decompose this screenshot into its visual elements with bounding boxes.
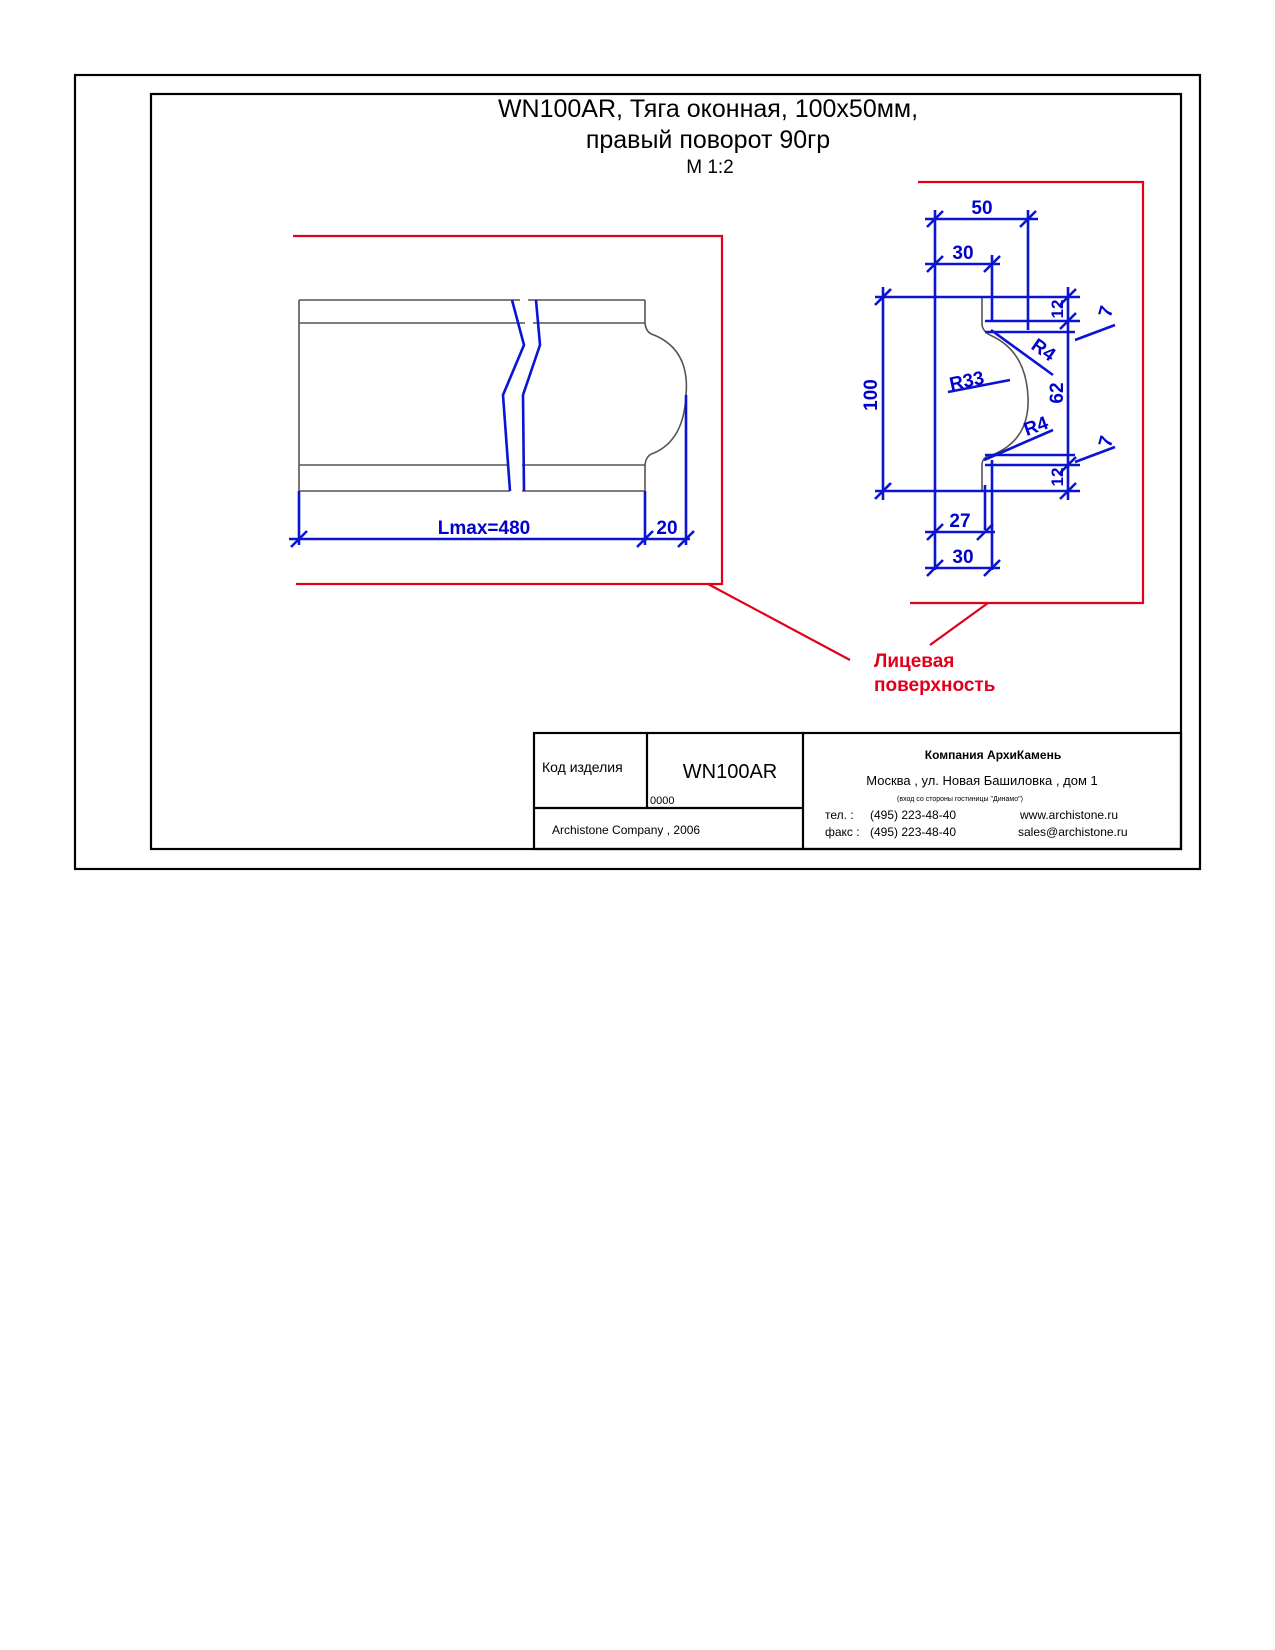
email-link[interactable]: sales@archistone.ru	[1018, 825, 1128, 839]
company-name: Компания АрхиКамень	[924, 748, 1062, 762]
break-line-right	[523, 300, 540, 491]
drawing-title-line2: правый поворот 90гр	[585, 126, 831, 154]
dim-height-bottom: 12	[1048, 467, 1067, 487]
product-code-value: WN100AR	[682, 761, 778, 783]
face-bracket-right	[910, 182, 1143, 603]
depth-dimension-label: 20	[656, 518, 678, 539]
dim-radius-top: R4	[1027, 334, 1060, 367]
face-annotation-leaders	[708, 584, 988, 660]
dim-height-top: 12	[1048, 299, 1067, 319]
dim-width-bottom: 30	[952, 547, 974, 568]
dim-offset-bottom: 7	[1095, 433, 1119, 450]
face-annotation-line1: Лицевая	[874, 651, 955, 672]
dim-height-middle: 62	[1047, 382, 1068, 404]
dim-offset-top: 7	[1095, 303, 1119, 320]
drawing-title-line1: WN100AR, Тяга оконная, 100х50мм,	[497, 95, 919, 123]
document-number: 0000	[650, 795, 675, 807]
drawing-scale: М 1:2	[686, 157, 734, 178]
length-dimension-label: Lmax=480	[437, 518, 531, 539]
dim-width-top: 30	[952, 243, 974, 264]
dim-height-total: 100	[861, 379, 882, 411]
product-code-label: Код изделия	[542, 759, 623, 775]
break-line-left	[503, 300, 524, 491]
website-link[interactable]: www.archistone.ru	[1020, 808, 1119, 822]
phone-label: тел. :	[825, 808, 854, 822]
fax-value: (495) 223-48-40	[870, 825, 957, 839]
copyright-text: Archistone Company , 2006	[552, 823, 701, 837]
fax-label: факс :	[825, 825, 860, 839]
section-top-dimensions	[925, 211, 1038, 272]
inner-frame	[151, 94, 1181, 849]
phone-value: (495) 223-48-40	[870, 808, 957, 822]
section-right-dimensions	[1060, 287, 1115, 500]
side-view-outline	[299, 300, 686, 491]
face-annotation-line2: поверхность	[874, 675, 996, 696]
company-address: Москва , ул. Новая Башиловка , дом 1	[866, 773, 1098, 788]
dim-radius-main: R33	[947, 367, 987, 396]
section-profile	[935, 297, 1028, 491]
dim-radius-bottom: R4	[1021, 412, 1052, 441]
dim-width-bottom-inner: 27	[949, 511, 971, 532]
company-address-note: (вход со стороны гостиницы "Динамо")	[897, 796, 1023, 803]
side-view	[289, 236, 722, 584]
section-view	[861, 182, 1143, 603]
dim-width-total: 50	[971, 198, 993, 219]
